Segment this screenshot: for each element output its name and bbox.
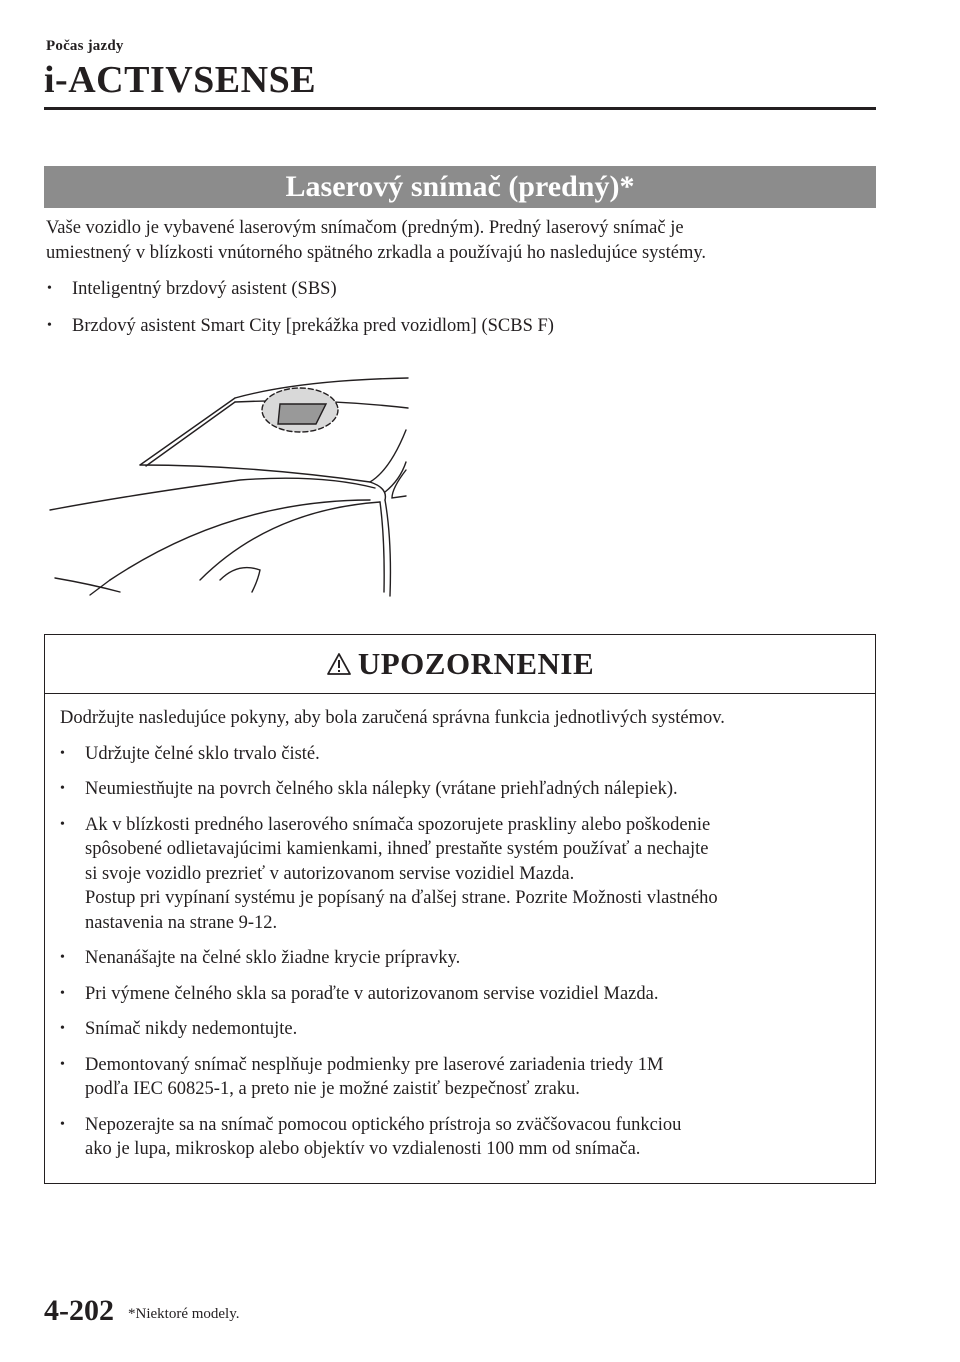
section-title: Laserový snímač (predný)* xyxy=(44,166,876,208)
bullet-icon: • xyxy=(60,781,65,796)
list-item-line: Nenanášajte na čelné sklo žiadne krycie prípravky. xyxy=(85,948,461,968)
bullet-icon: • xyxy=(47,281,52,296)
windshield-left-edge xyxy=(140,398,235,465)
list-item-line: Neumiestňujte na povrch čelného skla nálepky (vrátane priehľadných nálepiek). xyxy=(85,779,678,799)
list-item-line: Demontovaný snímač nesplňuje podmienky pre laserové zariadenia triedy 1M xyxy=(85,1054,664,1075)
list-item-line: si svoje vozidlo prezrieť v autorizovanom servise vozidiel Mazda. xyxy=(85,863,575,884)
bullet-icon: • xyxy=(60,950,65,965)
list-item-line: Postup pri vypínaní systému je popísaný na ďalšej strane. Pozrite Možnosti vlastného xyxy=(85,888,718,908)
list-item-line: podľa IEC 60825-1, a preto nie je možné zaistiť bezpečnosť zraku. xyxy=(85,1079,580,1099)
list-item xyxy=(46,277,876,302)
caution-intro: Dodržujte nasledujúce pokyny, aby bola zaručená správna funkcia jednotlivých systémov. xyxy=(60,708,725,728)
section-intro xyxy=(46,216,876,350)
list-item xyxy=(60,813,861,936)
page-number: 4-202 xyxy=(44,1294,114,1327)
chapter-title: i-ACTIVSENSE xyxy=(44,59,317,101)
list-item xyxy=(60,1113,861,1162)
list-item xyxy=(60,742,861,767)
intro-line: Vaše vozidlo je vybavené laserovým snímačom (predným). Predný laserový snímač je xyxy=(46,218,684,238)
windshield-sensor-illustration xyxy=(40,370,420,600)
header-rule xyxy=(44,107,876,110)
caution-list xyxy=(60,742,861,1162)
list-item xyxy=(46,314,876,339)
list-item-label: Inteligentný brzdový asistent (SBS) xyxy=(72,279,337,299)
list-item-line: spôsobené odlietavajúcimi kamienkami, ihneď prestaňte systém používať a nechajte xyxy=(85,839,709,859)
footnote: *Niektoré modely. xyxy=(128,1306,240,1322)
bullet-icon: • xyxy=(60,816,65,832)
fender-line xyxy=(385,500,390,596)
warning-triangle-icon xyxy=(326,652,352,676)
list-item-line: Snímač nikdy nedemontujte. xyxy=(85,1019,298,1039)
bullet-icon: • xyxy=(60,985,65,1001)
fender-line xyxy=(380,502,384,592)
list-item-line: ako je lupa, mikroskop alebo objektív vo vzdialenosti 100 mm od snímača. xyxy=(85,1139,641,1159)
caution-box xyxy=(44,634,876,1184)
bullet-icon: • xyxy=(60,1021,65,1036)
list-item xyxy=(60,1017,861,1042)
ground-line xyxy=(90,580,110,595)
list-item-line: nastavenia na strane 9-12. xyxy=(85,912,278,933)
bullet-icon: • xyxy=(47,317,52,333)
hood-line xyxy=(200,502,380,580)
list-item-line: Pri výmene čelného skla sa poraďte v autorizovanom servise vozidiel Mazda. xyxy=(85,983,659,1004)
list-item-label: Brzdový asistent Smart City [prekážka pred vozidlom] (SCBS F) xyxy=(72,315,554,336)
caution-header xyxy=(45,635,875,694)
bullet-icon: • xyxy=(60,745,65,761)
list-item-line: Nepozerajte sa na snímač pomocou optického prístroja so zväčšovacou funkciou xyxy=(85,1114,682,1135)
windshield-left-edge-inner xyxy=(146,402,235,466)
list-item xyxy=(60,946,861,971)
caution-body xyxy=(45,694,875,1162)
intro-line: umiestnený v blízkosti vnútorného spätného zrkadla a používajú ho nasledujúce systémy. xyxy=(46,242,707,263)
breadcrumb: Počas jazdy xyxy=(46,38,124,54)
list-item-line: Udržujte čelné sklo trvalo čisté. xyxy=(85,743,320,764)
list-item xyxy=(60,777,861,802)
caution-title: UPOZORNENIE xyxy=(357,646,595,681)
hood-crease xyxy=(220,568,260,592)
list-item xyxy=(60,1053,861,1102)
list-item-line: Ak v blízkosti predného laserového snímača spozorujete praskliny alebo poškodenie xyxy=(85,814,711,835)
list-item xyxy=(60,982,861,1007)
hood-line xyxy=(50,478,375,510)
bullet-icon: • xyxy=(60,1116,65,1132)
system-list xyxy=(46,277,876,338)
bullet-icon: • xyxy=(60,1056,65,1072)
